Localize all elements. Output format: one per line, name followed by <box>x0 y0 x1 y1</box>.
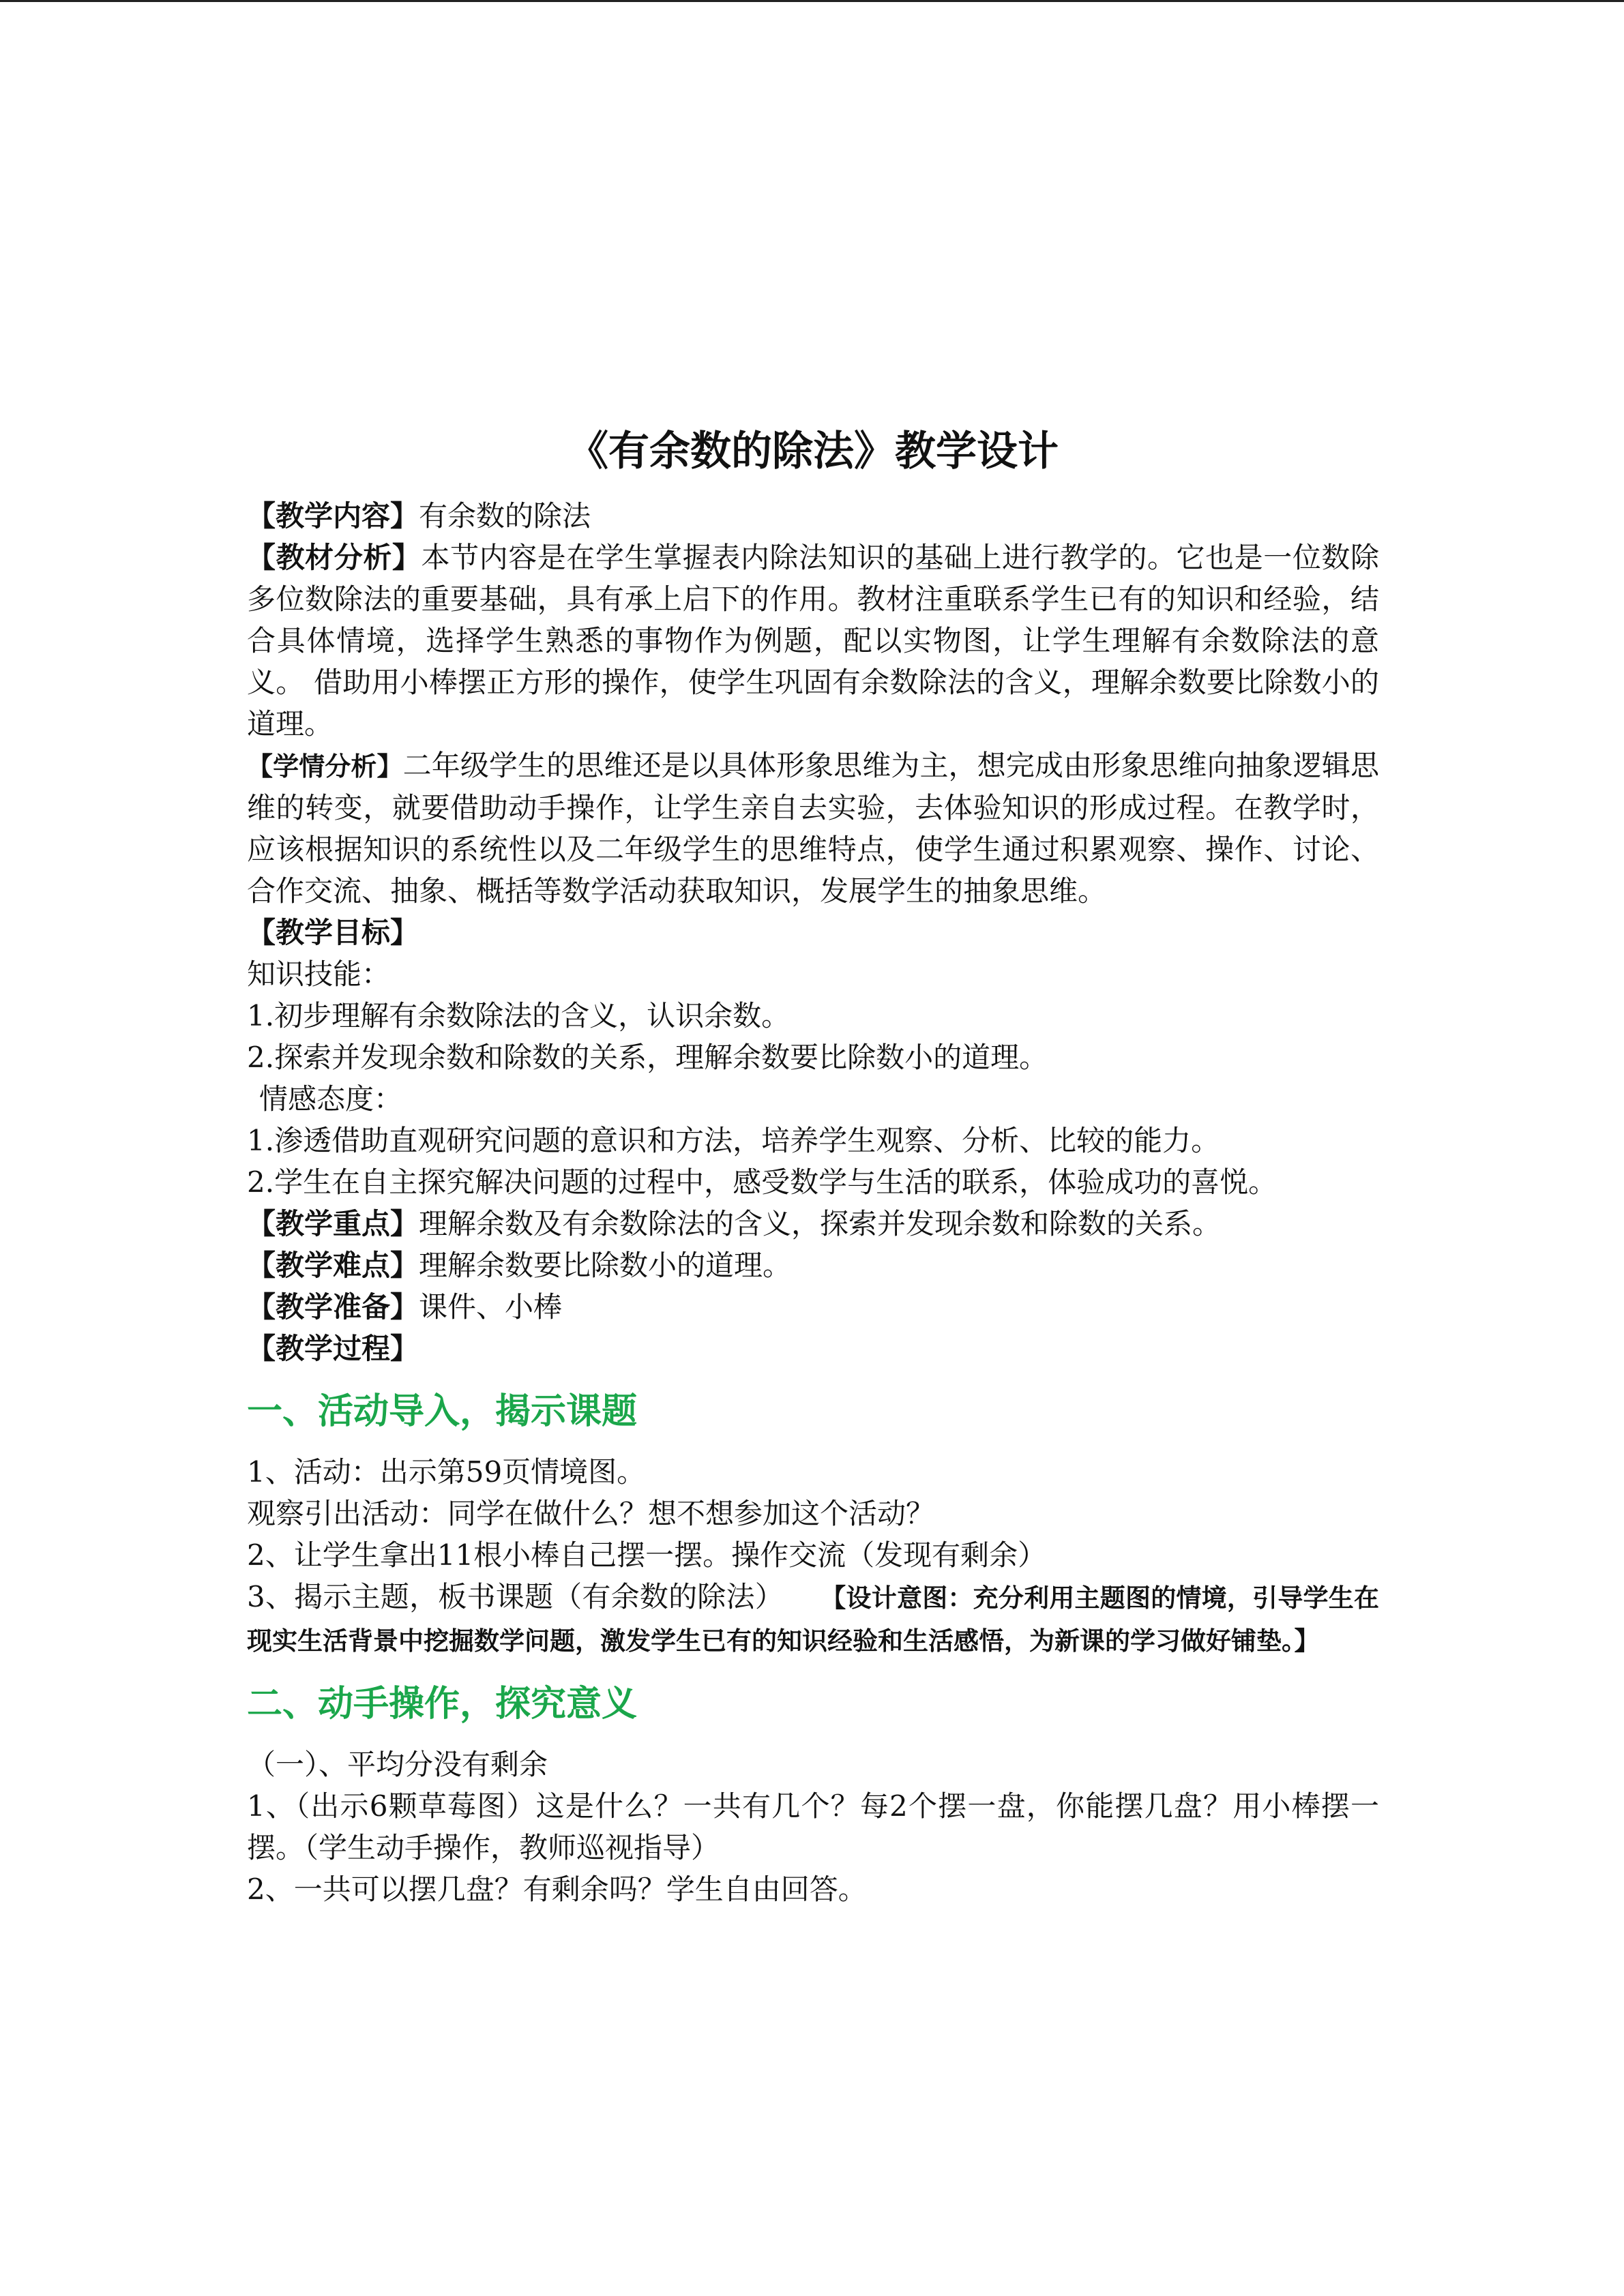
teaching-key-label: 【教学重点】 <box>247 1207 419 1240</box>
textbook-analysis-text: 本节内容是在学生掌握表内除法知识的基础上进行教学的。它也是一位数除多位数除法的重要基础，具有承上启下的作用。教材注重联系学生已有的知识和经验，结合具体情境，选择学生熟悉的事物作为例题，配以实物图，让学生理解有余数除法的意义。 借助用小棒摆正方形的操作，使学生巩固有余数除法的含义，理解余数要比除数小的道理。 <box>247 541 1379 741</box>
section-2-line-2: 2、一共可以摆几盘？有剩余吗？学生自由回答。 <box>247 1873 867 1906</box>
textbook-analysis-label: 【教材分析】 <box>247 541 422 574</box>
student-analysis-label: 【学情分析】 <box>247 751 403 781</box>
design-intent-note: 【设计意图：充分利用主题图的情境，引导学生在现实生活背景中挖掘数学问题，激发学生已有的知识经验和生活感悟，为新课的学习做好铺垫。】 <box>247 1583 1380 1656</box>
teaching-prep-label: 【教学准备】 <box>247 1290 419 1324</box>
knowledge-goal-2: 2.探索并发现余数和除数的关系，理解余数要比除数小的道理。 <box>247 1041 1048 1074</box>
document-title: 《有余数的除法》教学设计 <box>567 428 1059 475</box>
section-1-heading: 一、活动导入，揭示课题 <box>247 1390 638 1432</box>
section-1-line-2: 观察引出活动：同学在做什么？想不想参加这个活动？ <box>247 1497 935 1530</box>
teaching-content-line <box>247 495 1379 537</box>
section-1-line-4 <box>247 1576 1379 1662</box>
emotion-attitude-heading: 情感态度： <box>259 1082 403 1116</box>
section-2-subheading-1: （一）、平均分没有剩余 <box>247 1748 548 1781</box>
student-analysis-text: 二年级学生的思维还是以具体形象思维为主，想完成由形象思维向抽象逻辑思维的转变，就要借助动手操作，让学生亲自去实验，去体验知识的形成过程。在教学时，应该根据知识的系统性以及二年级学生的思维特点，使学生通过积累观察、操作、讨论、合作交流、抽象、概括等数学活动获取知识，发展学生的抽象思维。 <box>247 749 1379 908</box>
textbook-analysis-paragraph <box>247 537 1379 745</box>
emotion-goal-1: 1.渗透借助直观研究问题的意识和方法，培养学生观察、分析、比较的能力。 <box>247 1124 1220 1157</box>
section-2-line-1: 1、（出示6颗草莓图）这是什么？一共有几个？每2个摆一盘，你能摆几盘？用小棒摆一摆。（学生动手操作，教师巡视指导） <box>247 1789 1379 1864</box>
emotion-goal-2: 2.学生在自主探究解决问题的过程中，感受数学与生活的联系，体验成功的喜悦。 <box>247 1165 1278 1199</box>
teaching-content-text: 有余数的除法 <box>419 499 591 533</box>
section-1-line-1: 1、活动：出示第59页情境图。 <box>247 1455 646 1489</box>
teaching-difficulty-label: 【教学难点】 <box>247 1249 419 1282</box>
section-1-line-3: 2、让学生拿出11根小棒自己摆一摆。操作交流（发现有剩余） <box>247 1538 1047 1572</box>
page-top-border <box>0 0 1624 2</box>
teaching-difficulty-line <box>247 1244 1379 1286</box>
section-1-line-4-text: 3、揭示主题，板书课题（有余数的除法） <box>247 1580 784 1613</box>
teaching-process-label: 【教学过程】 <box>247 1332 419 1365</box>
document-body <box>247 417 1379 1910</box>
student-analysis-paragraph <box>247 745 1379 912</box>
knowledge-goal-1: 1.初步理解有余数除法的含义，认识余数。 <box>247 999 791 1032</box>
teaching-prep-text: 课件、小棒 <box>419 1290 563 1324</box>
section-2-heading: 二、动手操作，探究意义 <box>247 1683 638 1725</box>
knowledge-skills-heading: 知识技能： <box>247 957 391 991</box>
teaching-content-label: 【教学内容】 <box>247 499 419 533</box>
teaching-goals-label: 【教学目标】 <box>247 916 419 949</box>
teaching-prep-line <box>247 1286 1379 1328</box>
teaching-key-text: 理解余数及有余数除法的含义，探索并发现余数和除数的关系。 <box>419 1207 1222 1240</box>
teaching-difficulty-text: 理解余数要比除数小的道理。 <box>419 1249 792 1282</box>
teaching-key-line <box>247 1203 1379 1244</box>
